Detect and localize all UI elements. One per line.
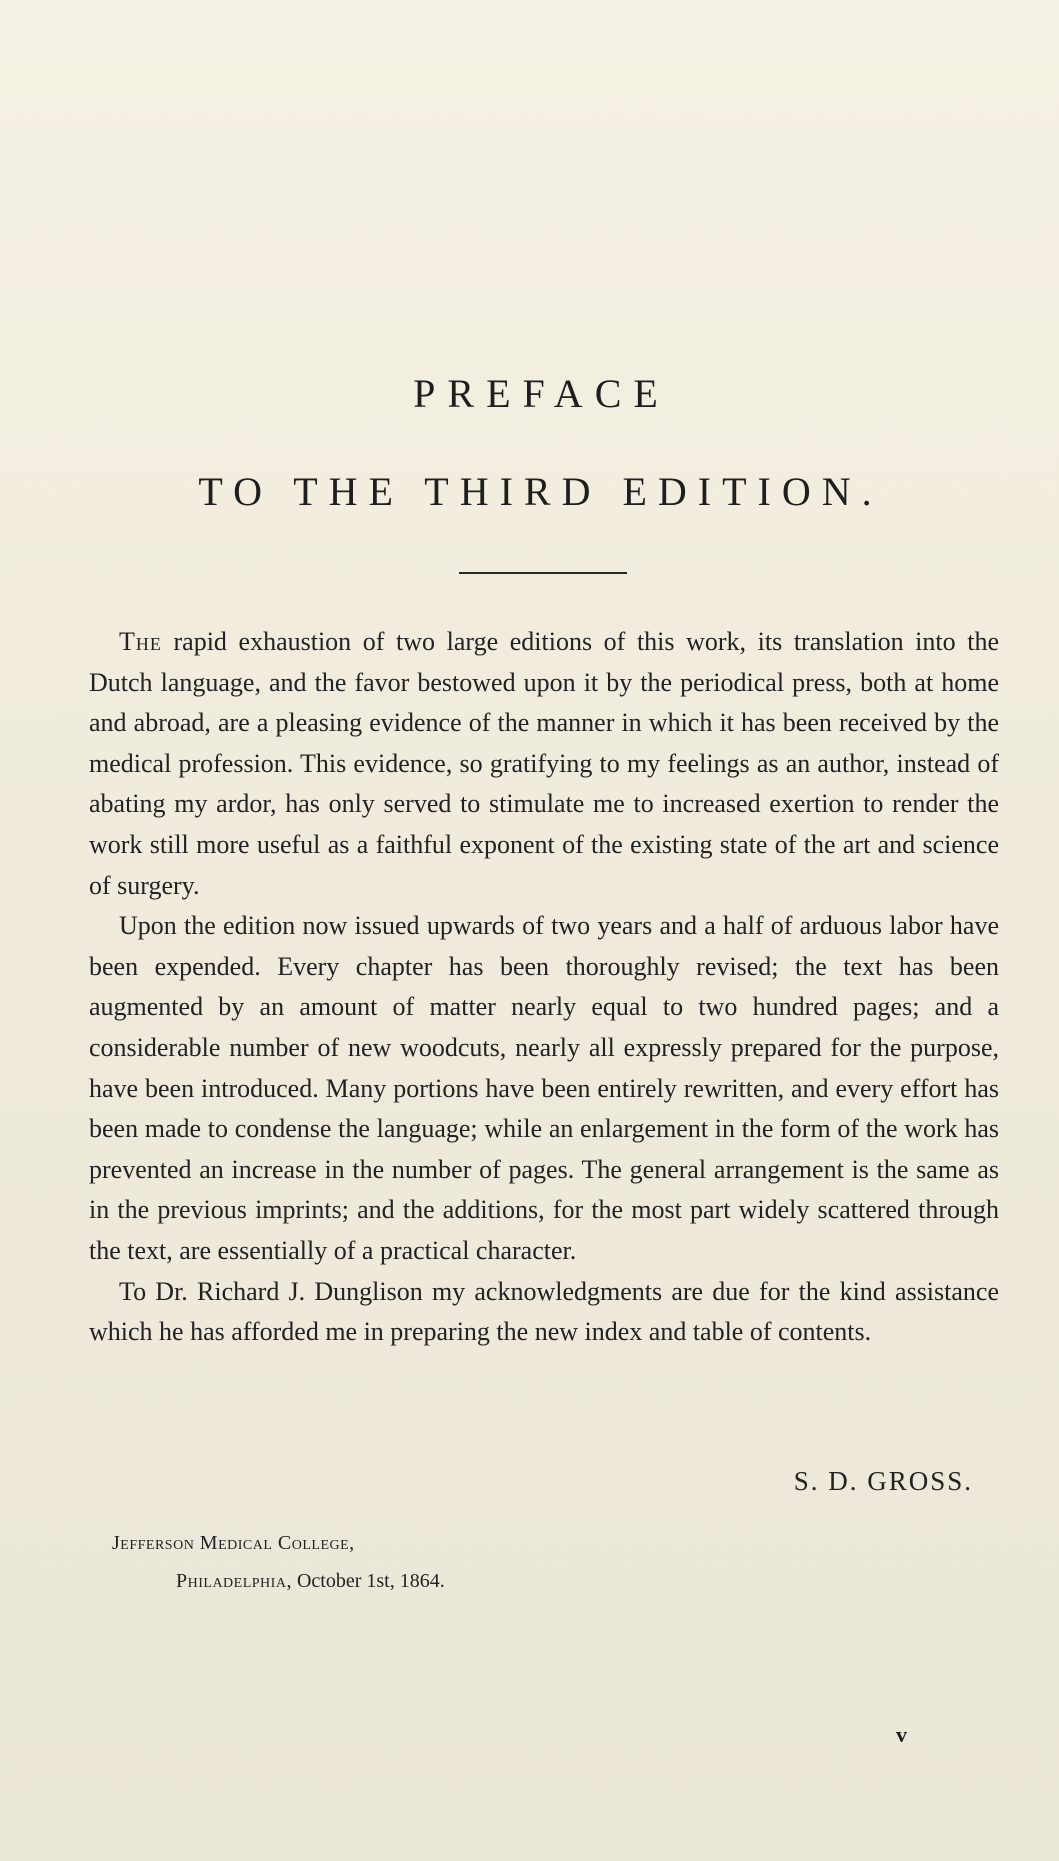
paragraph-3: To Dr. Richard J. Dunglison my acknowledgments are due for the kind assistance which he has afforded me in preparing the new index and table of contents. — [89, 1276, 999, 1347]
dateline-place-date — [112, 1562, 445, 1600]
title-rule — [459, 572, 627, 574]
dateline-date: October 1st, 1864. — [291, 1570, 445, 1592]
page-number: v — [896, 1722, 907, 1747]
paragraph-2: Upon the edition now issued upwards of two years and a half of arduous labor have been expended. Every chapter has been thoroughly revised; the text has been augmented by an amount of matter nearly equal to two hundred pages; and a considerable number of new woodcuts, nearly all expressly prepared for the purpose, have been introduced. Many portions have been entirely rewritten, and every effort has been made to condense the language; while an enlargement in the form of the work has prevented an increase in the number of pages. The general arrangement is the same as in the previous imprints; and the additions, for the most part widely scattered through the text, are essentially of a practical character. — [89, 911, 999, 1265]
paragraph-1-lead: The — [119, 627, 162, 656]
preface-title: PREFACE — [413, 371, 670, 416]
paragraph-1-text: rapid exhaustion of two large editions of this work, its translation into the Dutch language, and the favor bestowed upon it by the periodical press, both at home and abroad, are a pleasing evidence of the manner in which it has been received by the medical profession. This evidence, so gratifying to my feelings as an author, instead of abating my ardor, has only served to stimulate me to increased exertion to render the work still more useful as a faithful exponent of the existing state of the art and science of surgery. — [89, 627, 999, 900]
preface-body — [89, 622, 999, 1353]
dateline — [112, 1524, 445, 1600]
dateline-city: Philadelphia, — [176, 1570, 292, 1592]
dateline-institution: Jefferson Medical College, — [112, 1532, 355, 1554]
paragraph-1 — [89, 622, 999, 906]
author-signature: S. D. GROSS. — [793, 1466, 973, 1496]
preface-subtitle: TO THE THIRD EDITION. — [198, 469, 883, 514]
